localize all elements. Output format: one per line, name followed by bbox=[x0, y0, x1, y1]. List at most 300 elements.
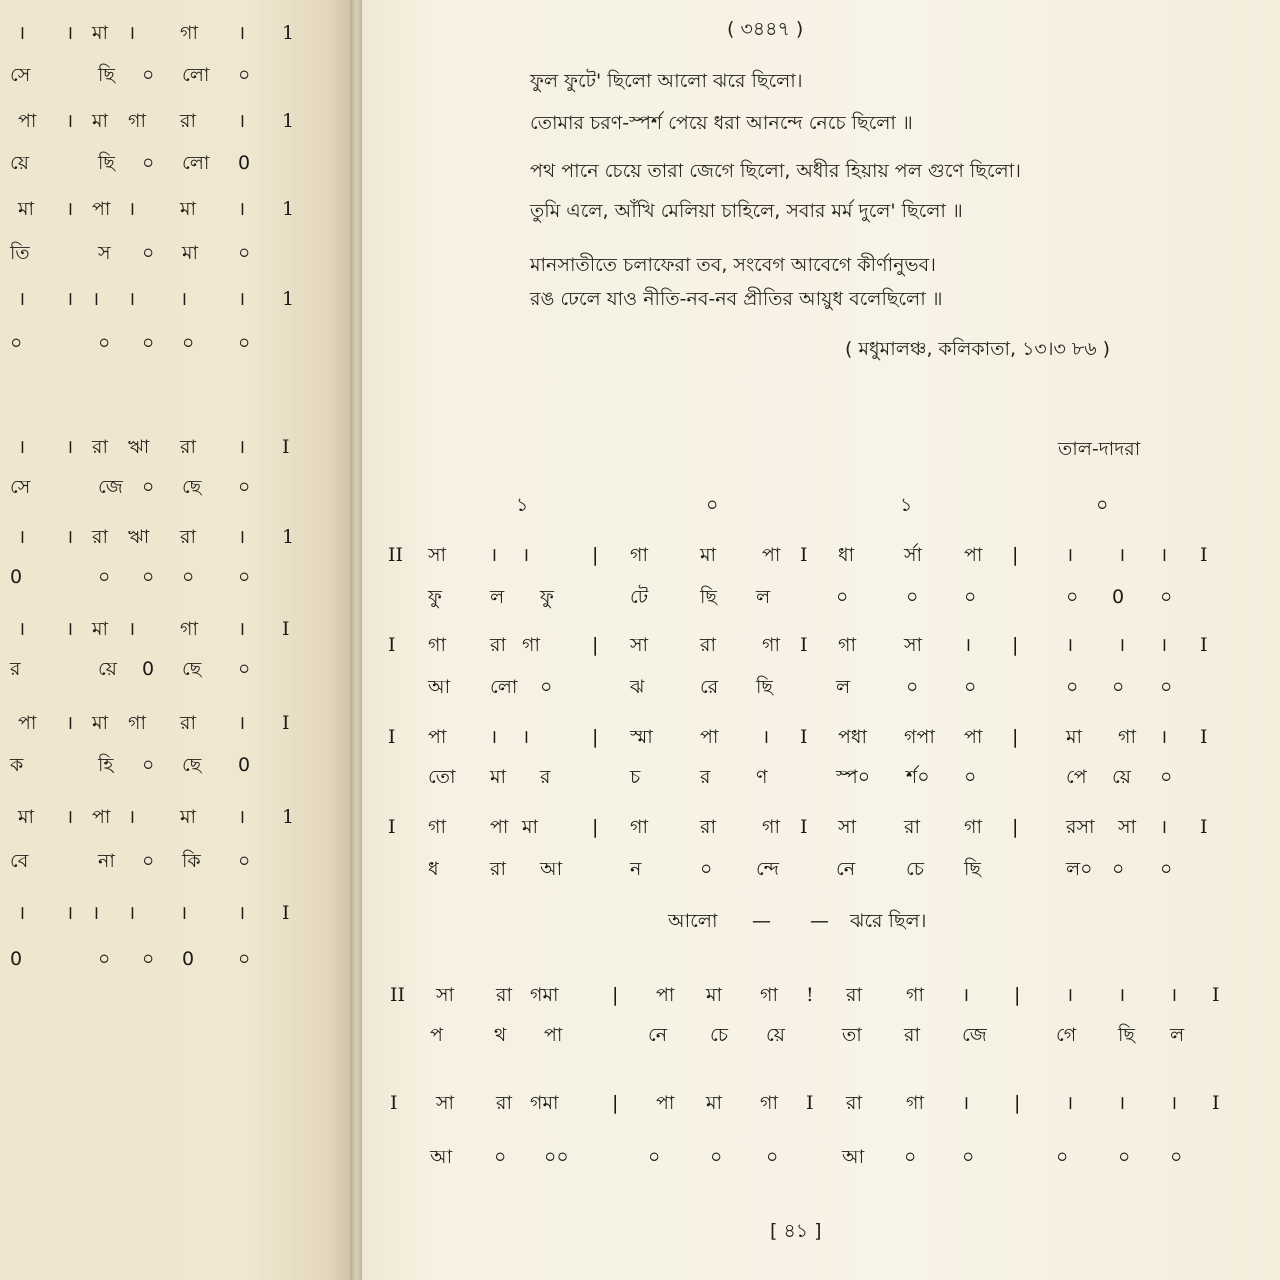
left-lyric: সে bbox=[10, 476, 31, 498]
swara-note: রা bbox=[700, 634, 716, 656]
lyric-syllable: আ bbox=[430, 1146, 453, 1168]
left-swara: 1 bbox=[282, 22, 295, 44]
lyric-syllable: ০ bbox=[1056, 1146, 1069, 1168]
left-swara: 1 bbox=[282, 806, 295, 828]
left-lyric: ক bbox=[10, 754, 24, 776]
left-swara: । bbox=[128, 902, 136, 924]
swara-note: ধা bbox=[838, 544, 855, 566]
swara-note: | bbox=[592, 544, 599, 566]
lyric-syllable: ল০ bbox=[1066, 858, 1093, 880]
left-swara: । bbox=[66, 288, 74, 310]
swara-note: রা bbox=[846, 984, 862, 1006]
lyric-syllable: ফু bbox=[540, 586, 554, 608]
swara-note: গা bbox=[760, 1092, 778, 1114]
left-swara: মা bbox=[180, 806, 197, 828]
left-swara: । bbox=[238, 110, 246, 132]
left-lyric: ০ bbox=[142, 948, 155, 970]
swara-note: | bbox=[592, 816, 599, 838]
swara-note: I bbox=[1200, 634, 1208, 656]
swara-note: । bbox=[1160, 816, 1168, 838]
left-lyric: ০ bbox=[142, 476, 155, 498]
left-swara: । bbox=[66, 806, 74, 828]
left-swara: । bbox=[66, 902, 74, 924]
left-swara: I bbox=[282, 712, 290, 734]
swara-note: I bbox=[388, 634, 396, 656]
lyric-syllable: পা bbox=[544, 1024, 563, 1046]
swara-note: । bbox=[1118, 634, 1126, 656]
lyric-syllable: তো bbox=[428, 766, 456, 788]
left-swara: মা bbox=[18, 806, 35, 828]
swara-note: II bbox=[390, 984, 406, 1006]
left-lyric: ০ bbox=[238, 64, 251, 86]
lyric-syllable: থ bbox=[494, 1024, 507, 1046]
verse-line: তোমার চরণ-স্পর্শ পেয়ে ধরা আনন্দে নেচে ছিলো ॥ bbox=[530, 112, 913, 134]
lyric-syllable: রে bbox=[700, 676, 719, 698]
lyric-syllable: ০ bbox=[906, 676, 919, 698]
left-lyric: র bbox=[10, 658, 21, 680]
left-swara: 1 bbox=[282, 288, 295, 310]
left-swara: । bbox=[238, 198, 246, 220]
swara-note: গা bbox=[760, 984, 778, 1006]
swara-note: I bbox=[390, 1092, 398, 1114]
swara-note: । bbox=[1066, 634, 1074, 656]
swara-note: সা bbox=[904, 634, 923, 656]
left-lyric: বে bbox=[10, 850, 29, 872]
left-lyric: ০ bbox=[142, 64, 155, 86]
lyric-syllable: ০ bbox=[964, 676, 977, 698]
lyric-syllable: ০ bbox=[1118, 1146, 1131, 1168]
lyric-syllable: ০ bbox=[962, 1146, 975, 1168]
lyric-syllable: ০ bbox=[494, 1146, 507, 1168]
left-swara: । bbox=[180, 288, 188, 310]
lyric-syllable: 0 bbox=[1112, 586, 1125, 608]
lyric-syllable: ০ bbox=[1170, 1146, 1183, 1168]
lyric-syllable: ন bbox=[630, 858, 642, 880]
lyric-syllable: ঝ bbox=[630, 676, 645, 698]
swara-note: রা bbox=[490, 634, 506, 656]
lyric-syllable: র bbox=[700, 766, 711, 788]
left-lyric: ০ bbox=[142, 566, 155, 588]
lyric-syllable: ল bbox=[756, 586, 771, 608]
lyric-syllable: প bbox=[430, 1024, 443, 1046]
swara-note: I bbox=[1212, 1092, 1220, 1114]
left-lyric: স bbox=[98, 242, 111, 264]
left-swara: । bbox=[66, 110, 74, 132]
lyric-syllable: ল bbox=[490, 586, 505, 608]
left-lyric: ০ bbox=[142, 242, 155, 264]
left-swara: গা bbox=[180, 22, 198, 44]
left-lyric: ০ bbox=[182, 566, 195, 588]
left-lyric: ০ bbox=[142, 332, 155, 354]
swara-note: পা bbox=[656, 984, 675, 1006]
swara-note: । bbox=[964, 634, 972, 656]
left-swara: মা bbox=[18, 198, 35, 220]
swara-note: গা bbox=[906, 984, 924, 1006]
tala-label: তাল-দাদরা bbox=[1058, 438, 1141, 460]
swara-note: সা bbox=[436, 984, 455, 1006]
left-lyric: য়ে bbox=[10, 152, 29, 174]
swara-note: গমা bbox=[530, 1092, 559, 1114]
left-swara: 1 bbox=[282, 110, 295, 132]
swara-note: । bbox=[490, 726, 498, 748]
swara-note: রা bbox=[496, 984, 512, 1006]
swara-note: সা bbox=[838, 816, 857, 838]
swara-note: পা bbox=[428, 726, 447, 748]
left-lyric: ছে bbox=[182, 754, 202, 776]
lyric-syllable: ন্দে bbox=[756, 858, 779, 880]
swara-note: রা bbox=[846, 1092, 862, 1114]
swara-note: । bbox=[1118, 984, 1126, 1006]
left-lyric: 0 bbox=[142, 658, 155, 680]
left-swara: । bbox=[18, 618, 26, 640]
left-lyric: ছে bbox=[182, 476, 202, 498]
left-lyric: সে bbox=[10, 64, 31, 86]
left-swara: গা bbox=[128, 110, 146, 132]
left-lyric: ছি bbox=[98, 64, 115, 86]
left-swara: । bbox=[238, 712, 246, 734]
lyric-syllable: ০ bbox=[904, 1146, 917, 1168]
beat-marker: ০ bbox=[706, 494, 719, 516]
swara-note: পধা bbox=[838, 726, 868, 748]
lyric-syllable: ছি bbox=[756, 676, 773, 698]
swara-note: । bbox=[962, 984, 970, 1006]
left-swara: পা bbox=[92, 806, 111, 828]
lyric-syllable: রা bbox=[490, 858, 506, 880]
left-swara: । bbox=[238, 806, 246, 828]
left-swara: । bbox=[128, 618, 136, 640]
lyric-syllable: চে bbox=[906, 858, 924, 880]
swara-note: I bbox=[800, 634, 808, 656]
verse-line: তুমি এলে, আঁখি মেলিয়া চাহিলে, সবার মর্ম দুলে' ছিলো ॥ bbox=[530, 200, 963, 222]
lyric-syllable: ০ bbox=[836, 586, 849, 608]
lyric-syllable: ছি bbox=[964, 858, 981, 880]
left-swara: । bbox=[238, 618, 246, 640]
swara-note: | bbox=[592, 726, 599, 748]
lyric-syllable: ০ bbox=[1066, 586, 1079, 608]
beat-marker: ০ bbox=[1096, 494, 1109, 516]
left-swara: । bbox=[238, 436, 246, 458]
swara-note: | bbox=[1014, 1092, 1021, 1114]
lyric-syllable: ০ bbox=[648, 1146, 661, 1168]
swara-note: পা bbox=[762, 544, 781, 566]
lyric-syllable: ০ bbox=[1112, 858, 1125, 880]
swara-note: I bbox=[1212, 984, 1220, 1006]
lyric-syllable: র্শ০ bbox=[906, 766, 930, 788]
left-swara: । bbox=[128, 806, 136, 828]
swara-note: রা bbox=[700, 816, 716, 838]
swara-note: পা bbox=[964, 726, 983, 748]
left-swara: ঋা bbox=[128, 436, 150, 458]
left-lyric: ০ bbox=[142, 152, 155, 174]
left-swara: । bbox=[238, 22, 246, 44]
left-swara: পা bbox=[18, 110, 37, 132]
left-lyric: ০ bbox=[142, 850, 155, 872]
left-lyric: ০ bbox=[98, 332, 111, 354]
left-swara: 1 bbox=[282, 526, 295, 548]
swara-note: মা bbox=[522, 816, 539, 838]
swara-note: । bbox=[1170, 984, 1178, 1006]
swara-note: । bbox=[490, 544, 498, 566]
left-lyric: ০ bbox=[238, 476, 251, 498]
left-swara: মা bbox=[92, 712, 109, 734]
left-swara: । bbox=[128, 288, 136, 310]
source-citation: ( মধুমালঞ্চ, কলিকাতা, ১৩।৩ ৮৬ ) bbox=[845, 338, 1111, 360]
swara-note: | bbox=[1012, 816, 1019, 838]
left-swara: । bbox=[238, 526, 246, 548]
left-lyric: ০ bbox=[182, 332, 195, 354]
left-lyric: 0 bbox=[10, 948, 23, 970]
left-swara: । bbox=[18, 902, 26, 924]
swara-note: । bbox=[522, 726, 530, 748]
left-lyric: না bbox=[98, 850, 115, 872]
swara-note: সা bbox=[428, 544, 447, 566]
song-number: ( ৩৪৪৭ ) bbox=[727, 18, 804, 40]
swara-note: । bbox=[1066, 1092, 1074, 1114]
swara-note: পা bbox=[700, 726, 719, 748]
lyric-syllable: য়ে bbox=[1112, 766, 1131, 788]
swara-note: গা bbox=[762, 816, 780, 838]
lyric-syllable: রা bbox=[904, 1024, 920, 1046]
left-lyric: ০ bbox=[238, 948, 251, 970]
left-swara: মা bbox=[180, 198, 197, 220]
left-lyric: তি bbox=[10, 242, 30, 264]
left-swara: । bbox=[66, 436, 74, 458]
left-swara: । bbox=[18, 22, 26, 44]
right-page bbox=[362, 0, 1280, 1280]
left-swara: । bbox=[66, 712, 74, 734]
left-swara: পা bbox=[18, 712, 37, 734]
swara-note: গা bbox=[838, 634, 856, 656]
swara-note: । bbox=[962, 1092, 970, 1114]
left-swara: । bbox=[180, 902, 188, 924]
swara-note: গা bbox=[906, 1092, 924, 1114]
swara-note: গা bbox=[762, 634, 780, 656]
beat-marker: ১ bbox=[900, 494, 913, 516]
lyric-syllable: আ bbox=[428, 676, 451, 698]
lyric-syllable: চে bbox=[710, 1024, 728, 1046]
lyric-syllable: ০ bbox=[906, 586, 919, 608]
left-lyric: লো bbox=[182, 152, 210, 174]
swara-note: সা bbox=[630, 634, 649, 656]
left-swara: । bbox=[66, 526, 74, 548]
swara-note: । bbox=[1066, 544, 1074, 566]
left-swara: । bbox=[18, 288, 26, 310]
lyric-syllable: ফু bbox=[428, 586, 442, 608]
left-swara: মা bbox=[92, 618, 109, 640]
swara-note: | bbox=[612, 1092, 619, 1114]
left-swara: । bbox=[128, 198, 136, 220]
swara-note: I bbox=[800, 544, 808, 566]
refrain-text: আলো bbox=[668, 910, 718, 932]
swara-note: | bbox=[1012, 634, 1019, 656]
left-lyric: জে bbox=[98, 476, 123, 498]
left-swara: । bbox=[18, 526, 26, 548]
lyric-syllable: ধ bbox=[428, 858, 439, 880]
swara-note: | bbox=[1012, 544, 1019, 566]
verse-line: পথ পানে চেয়ে তারা জেগে ছিলো, অধীর হিয়ায় পল গুণে ছিলো। bbox=[530, 160, 1021, 182]
swara-note: | bbox=[612, 984, 619, 1006]
swara-note: গপা bbox=[904, 726, 935, 748]
left-lyric: মা bbox=[182, 242, 199, 264]
lyric-syllable: ০ bbox=[710, 1146, 723, 1168]
left-swara: রা bbox=[180, 712, 196, 734]
swara-note: গা bbox=[630, 816, 648, 838]
swara-note: সা bbox=[436, 1092, 455, 1114]
lyric-syllable: ০ bbox=[766, 1146, 779, 1168]
lyric-syllable: ০০ bbox=[544, 1146, 569, 1168]
swara-note: রা bbox=[496, 1092, 512, 1114]
lyric-syllable: ০ bbox=[964, 586, 977, 608]
swara-note: II bbox=[388, 544, 404, 566]
swara-note: । bbox=[1160, 634, 1168, 656]
lyric-syllable: স্প০ bbox=[836, 766, 871, 788]
swara-note: গা bbox=[1118, 726, 1136, 748]
lyric-syllable: তা bbox=[842, 1024, 862, 1046]
lyric-syllable: নে bbox=[836, 858, 856, 880]
left-lyric: কি bbox=[182, 850, 201, 872]
left-swara: মা bbox=[92, 22, 109, 44]
swara-note: । bbox=[1066, 984, 1074, 1006]
left-lyric: 0 bbox=[238, 152, 251, 174]
swara-note: | bbox=[1014, 984, 1021, 1006]
left-swara: । bbox=[18, 436, 26, 458]
lyric-syllable: নে bbox=[648, 1024, 668, 1046]
left-lyric: 0 bbox=[238, 754, 251, 776]
lyric-syllable: জে bbox=[962, 1024, 987, 1046]
swara-note: মা bbox=[700, 544, 717, 566]
left-lyric: ০ bbox=[98, 948, 111, 970]
refrain-text: ঝরে ছিল। bbox=[850, 910, 927, 932]
left-swara: রা bbox=[180, 526, 196, 548]
swara-note: সা bbox=[1118, 816, 1137, 838]
swara-note: I bbox=[388, 726, 396, 748]
swara-note: পা bbox=[964, 544, 983, 566]
lyric-syllable: ০ bbox=[700, 858, 713, 880]
lyric-syllable: ০ bbox=[1066, 676, 1079, 698]
lyric-syllable: চ bbox=[630, 766, 641, 788]
swara-note: গা bbox=[630, 544, 648, 566]
lyric-syllable: ০ bbox=[1112, 676, 1125, 698]
left-lyric: ০ bbox=[98, 566, 111, 588]
lyric-syllable: মা bbox=[490, 766, 507, 788]
verse-line: রঙ ঢেলে যাও নীতি-নব-নব প্রীতির আয়ুধ বলেছিলো ॥ bbox=[530, 288, 943, 310]
verse-line: ফুল ফুটে' ছিলো আলো ঝরে ছিলো। bbox=[530, 70, 803, 92]
lyric-syllable: ০ bbox=[1160, 766, 1173, 788]
left-lyric: 0 bbox=[10, 566, 23, 588]
left-swara: রা bbox=[180, 110, 196, 132]
swara-note: গা bbox=[964, 816, 982, 838]
lyric-syllable: ণ bbox=[756, 766, 768, 788]
swara-note: । bbox=[1160, 544, 1168, 566]
left-swara: রা bbox=[92, 436, 108, 458]
lyric-syllable: ল bbox=[836, 676, 851, 698]
swara-note: গমা bbox=[530, 984, 559, 1006]
left-swara: মা bbox=[92, 110, 109, 132]
left-lyric: ০ bbox=[142, 754, 155, 776]
left-swara: I bbox=[282, 902, 290, 924]
left-swara: রা bbox=[92, 526, 108, 548]
left-swara: । bbox=[238, 902, 246, 924]
swara-note: পা bbox=[490, 816, 509, 838]
left-swara: I bbox=[282, 436, 290, 458]
lyric-syllable: ০ bbox=[1160, 858, 1173, 880]
left-swara: । bbox=[92, 902, 100, 924]
left-lyric: য়ে bbox=[98, 658, 117, 680]
swara-note: রসা bbox=[1066, 816, 1095, 838]
left-swara: ঋা bbox=[128, 526, 150, 548]
left-swara: । bbox=[92, 288, 100, 310]
swara-note: I bbox=[388, 816, 396, 838]
left-lyric: ০ bbox=[238, 850, 251, 872]
left-lyric: হি bbox=[98, 754, 114, 776]
swara-note: । bbox=[1160, 726, 1168, 748]
left-page bbox=[0, 0, 356, 1280]
swara-note: I bbox=[1200, 726, 1208, 748]
swara-note: মা bbox=[1066, 726, 1083, 748]
swara-note: । bbox=[1118, 544, 1126, 566]
refrain-text: — bbox=[810, 910, 829, 932]
lyric-syllable: পে bbox=[1066, 766, 1087, 788]
refrain-text: — bbox=[752, 910, 771, 932]
swara-note: পা bbox=[656, 1092, 675, 1114]
lyric-syllable: ০ bbox=[1160, 586, 1173, 608]
left-lyric: ০ bbox=[238, 332, 251, 354]
left-swara: । bbox=[66, 198, 74, 220]
verse-line: মানসাতীতে চলাফেরা তব, সংবেগ আবেগে কীর্ণানুভব। bbox=[530, 254, 936, 276]
left-lyric: ০ bbox=[238, 566, 251, 588]
left-swara: গা bbox=[180, 618, 198, 640]
lyric-syllable: ০ bbox=[1160, 676, 1173, 698]
swara-note: । bbox=[1118, 1092, 1126, 1114]
swara-note: গা bbox=[428, 634, 446, 656]
left-swara: । bbox=[238, 288, 246, 310]
lyric-syllable: ছি bbox=[700, 586, 717, 608]
swara-note: মা bbox=[706, 1092, 723, 1114]
swara-note: | bbox=[592, 634, 599, 656]
left-lyric: ০ bbox=[238, 242, 251, 264]
beat-marker: ১ bbox=[516, 494, 529, 516]
left-swara: । bbox=[128, 22, 136, 44]
left-swara: পা bbox=[92, 198, 111, 220]
swara-note: ! bbox=[806, 984, 814, 1006]
swara-note: । bbox=[762, 726, 770, 748]
left-swara: I bbox=[282, 618, 290, 640]
swara-note: I bbox=[1200, 816, 1208, 838]
swara-note: র্সা bbox=[904, 544, 923, 566]
lyric-syllable: ল bbox=[1170, 1024, 1185, 1046]
swara-note: গা bbox=[428, 816, 446, 838]
swara-note: | bbox=[1012, 726, 1019, 748]
swara-note: রা bbox=[904, 816, 920, 838]
left-swara: । bbox=[66, 22, 74, 44]
lyric-syllable: লো bbox=[490, 676, 518, 698]
left-lyric: লো bbox=[182, 64, 210, 86]
left-lyric: ছি bbox=[98, 152, 115, 174]
swara-note: । bbox=[522, 544, 530, 566]
left-lyric: ছে bbox=[182, 658, 202, 680]
swara-note: I bbox=[800, 816, 808, 838]
left-swara: । bbox=[66, 618, 74, 640]
swara-note: I bbox=[1200, 544, 1208, 566]
lyric-syllable: ০ bbox=[540, 676, 553, 698]
swara-note: I bbox=[800, 726, 808, 748]
lyric-syllable: য়ে bbox=[766, 1024, 785, 1046]
lyric-syllable: ০ bbox=[964, 766, 977, 788]
lyric-syllable: আ bbox=[842, 1146, 865, 1168]
swara-note: স্মা bbox=[630, 726, 653, 748]
left-swara: রা bbox=[180, 436, 196, 458]
left-lyric: ০ bbox=[238, 658, 251, 680]
